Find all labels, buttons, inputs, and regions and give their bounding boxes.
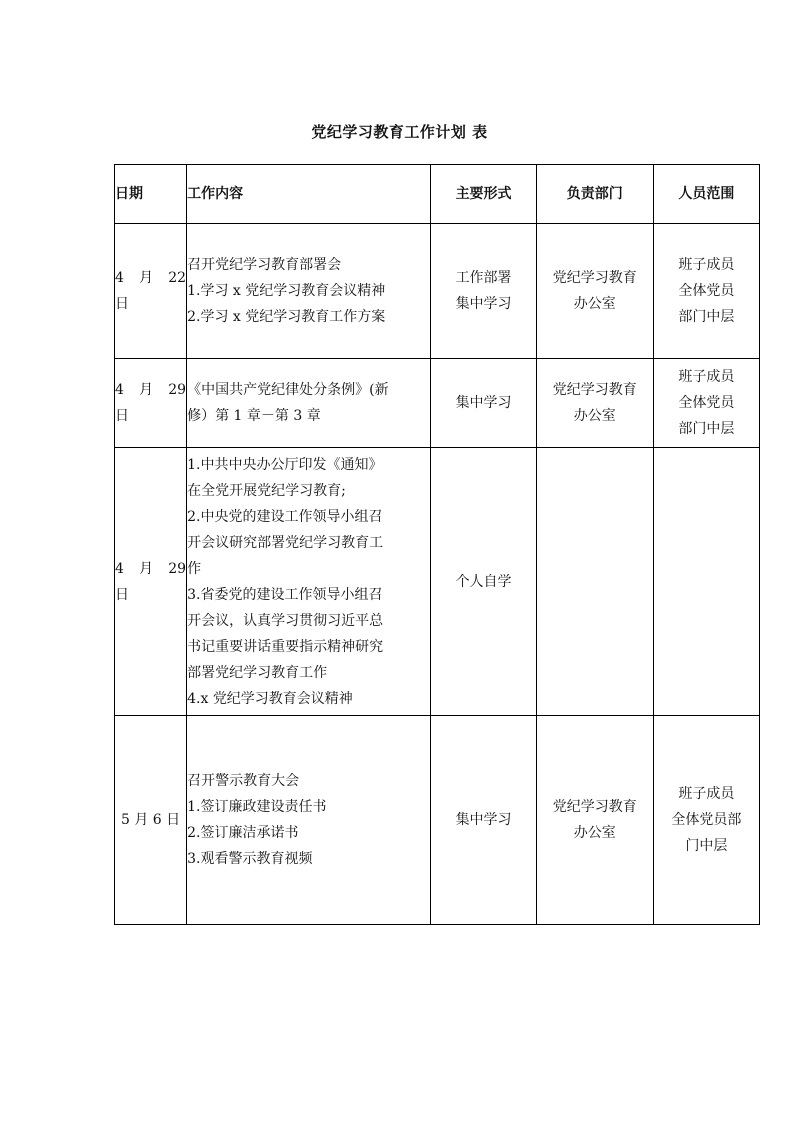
- date-part: 月: [139, 382, 154, 398]
- content-line: 开会议研究部署党纪学习教育工: [187, 534, 384, 551]
- people-cell: [653, 359, 759, 448]
- date-part: 29: [168, 382, 187, 398]
- dept-cell: [536, 359, 653, 448]
- table-row: [115, 224, 760, 359]
- content-line: 《中国共产党纪律处分条例》(新: [187, 382, 389, 398]
- content-cell: [187, 224, 431, 359]
- form-line: 工作部署: [455, 270, 512, 286]
- dept-line: 办公室: [573, 408, 616, 424]
- date-part: 月: [139, 270, 154, 286]
- date-part: 4: [115, 270, 124, 286]
- people-cell: [653, 716, 759, 925]
- content-line: 部署党纪学习教育工作: [187, 664, 328, 681]
- content-line: 2.学习 x 党纪学习教育工作方案: [187, 309, 386, 325]
- content-line: 1.签订廉政建设责任书: [187, 799, 327, 815]
- people-line: 全体党员: [678, 395, 735, 411]
- header-content: 工作内容: [187, 165, 431, 224]
- people-line: 班子成员: [678, 257, 735, 273]
- date-part: 4: [115, 560, 124, 577]
- content-line: 1.中共中央办公厅印发《通知》: [187, 456, 383, 473]
- form-line: 集中学习: [455, 395, 512, 411]
- date-part: 22: [168, 270, 187, 286]
- form-line: 集中学习: [455, 296, 512, 312]
- content-line: 作: [187, 560, 202, 577]
- form-line: 集中学习: [455, 812, 512, 828]
- form-cell: [431, 448, 536, 716]
- form-cell: [431, 716, 536, 925]
- content-line: 召开警示教育大会: [187, 773, 300, 789]
- content-line: 召开党纪学习教育部署会: [187, 257, 342, 273]
- content-line: 3.省委党的建设工作领导小组召: [187, 586, 383, 603]
- content-line: 书记重要讲话重要指示精神研究: [187, 638, 384, 655]
- table-row: [115, 716, 760, 925]
- dept-line: 办公室: [573, 296, 616, 312]
- content-line: 1.学习 x 党纪学习教育会议精神: [187, 283, 386, 299]
- date-cell: [115, 359, 187, 448]
- form-cell: [431, 224, 536, 359]
- dept-line: 党纪学习教育: [552, 270, 637, 286]
- people-line: 班子成员: [678, 786, 735, 802]
- people-line: 全体党员: [678, 283, 735, 299]
- content-line: 在全党开展党纪学习教育;: [187, 482, 346, 499]
- dept-line: 办公室: [573, 825, 616, 841]
- content-line: 2.签订廉洁承诺书: [187, 825, 299, 841]
- header-date: 日期: [115, 165, 187, 224]
- table-row: [115, 359, 760, 448]
- content-line: 4.x 党纪学习教育会议精神: [187, 690, 353, 707]
- people-line: 班子成员: [678, 369, 735, 385]
- content-cell: [187, 448, 431, 716]
- date-part: 29: [168, 560, 187, 577]
- content-line: 修）第 1 章－第 3 章: [187, 408, 321, 424]
- date-part: 日: [115, 296, 129, 312]
- date-part: 5 月 6 日: [120, 812, 181, 828]
- date-cell: [115, 448, 187, 716]
- content-line: 3.观看警示教育视频: [187, 851, 313, 867]
- content-line: 开会议，认真学习贯彻习近平总: [187, 612, 384, 629]
- page-title: 党纪学习教育工作计划 表: [311, 123, 488, 141]
- people-line: 部门中层: [678, 421, 735, 437]
- people-line: 部门中层: [678, 309, 735, 325]
- content-cell: [187, 359, 431, 448]
- header-form: 主要形式: [431, 165, 536, 224]
- dept-line: 党纪学习教育: [552, 382, 637, 398]
- form-cell: [431, 359, 536, 448]
- header-people: 人员范围: [653, 165, 759, 224]
- date-cell: [115, 716, 187, 925]
- dept-cell: [536, 716, 653, 925]
- header-dept: 负责部门: [536, 165, 653, 224]
- content-line: 2.中央党的建设工作领导小组召: [187, 508, 383, 525]
- content-cell: [187, 716, 431, 925]
- people-cell: [653, 448, 759, 716]
- dept-line: 党纪学习教育: [552, 799, 637, 815]
- date-part: 日: [115, 586, 129, 603]
- date-part: 月: [139, 560, 154, 577]
- people-cell: [653, 224, 759, 359]
- form-line: 个人自学: [455, 573, 512, 590]
- date-part: 日: [115, 408, 129, 424]
- dept-cell: [536, 224, 653, 359]
- table-header-row: [115, 165, 760, 224]
- people-line: 门中层: [685, 838, 728, 854]
- table-row: [115, 448, 760, 716]
- date-cell: [115, 224, 187, 359]
- dept-cell: [536, 448, 653, 716]
- people-line: 全体党员部: [671, 812, 742, 828]
- work-plan-table: [114, 164, 760, 925]
- date-part: 4: [115, 382, 124, 398]
